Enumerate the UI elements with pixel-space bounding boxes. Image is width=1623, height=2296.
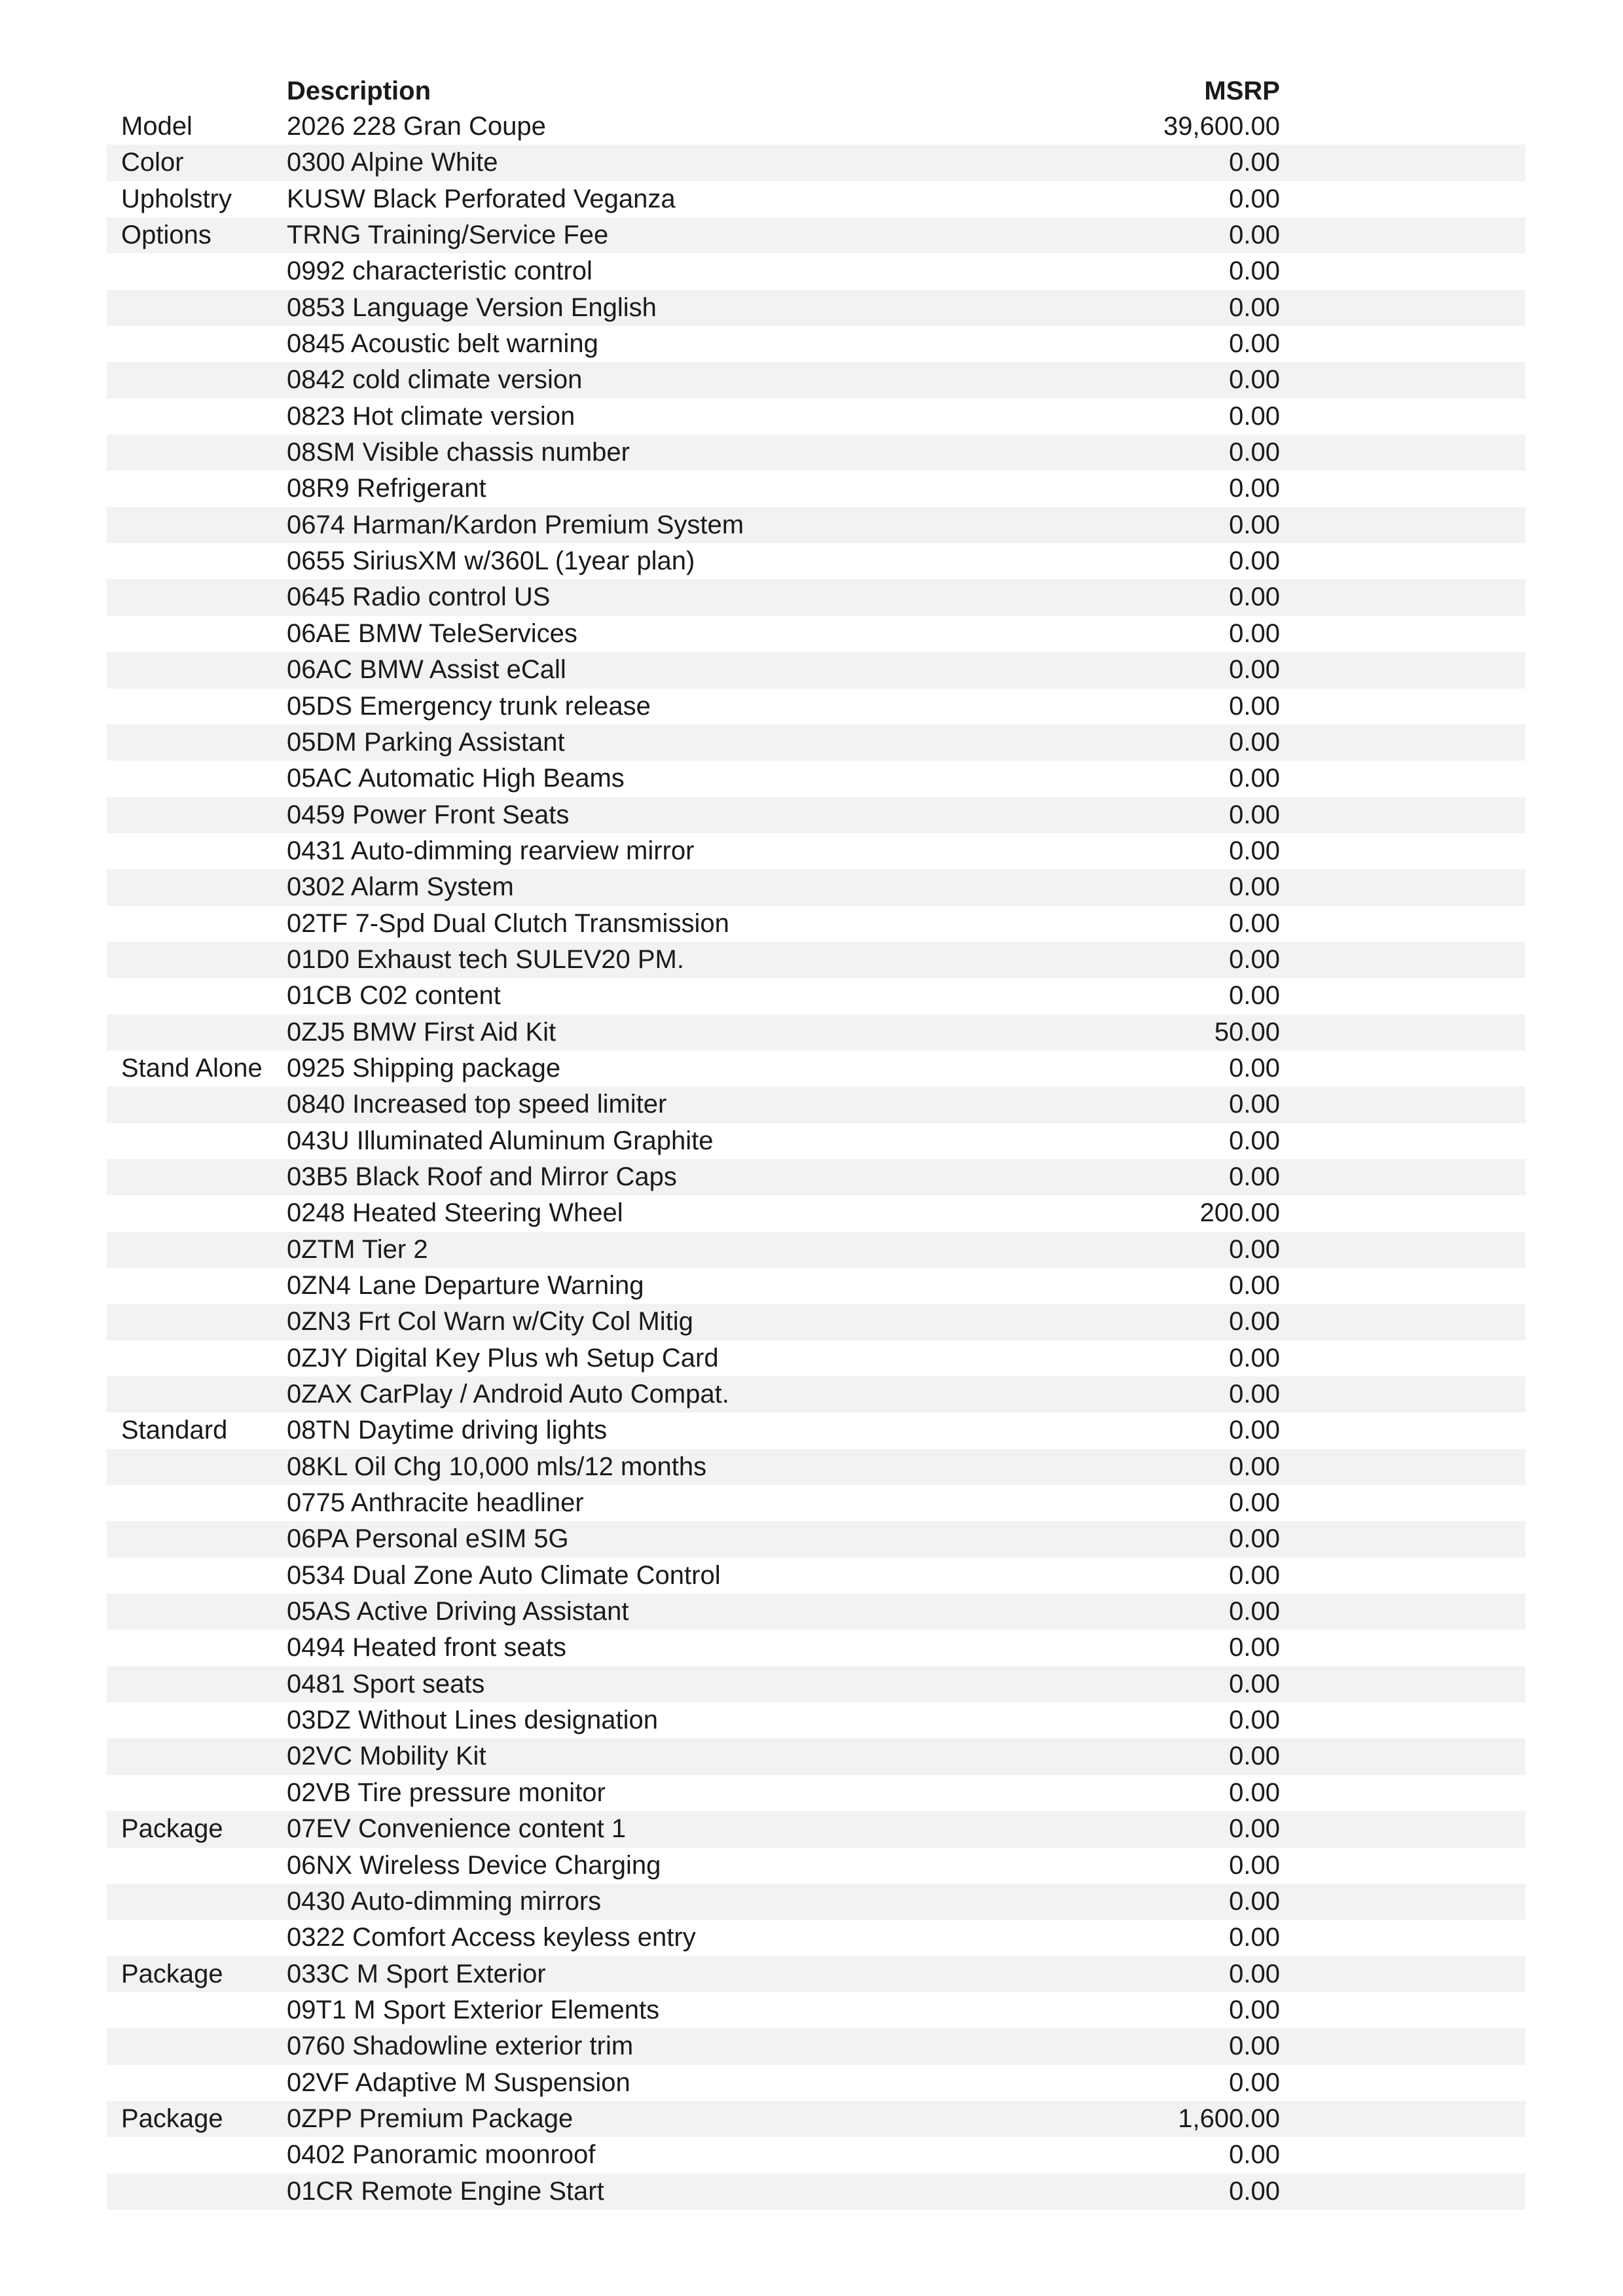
table-row <box>107 253 1525 289</box>
row-category: Upholstry <box>121 184 232 213</box>
row-msrp: 0.00 <box>1229 1778 1280 1807</box>
row-msrp: 0.00 <box>1229 1488 1280 1518</box>
table-row <box>107 1086 1525 1122</box>
table-row <box>107 1050 1525 1086</box>
table-row <box>107 507 1525 543</box>
row-category: Package <box>121 1814 223 1844</box>
row-description: 0645 Radio control US <box>287 583 551 612</box>
table-row <box>107 725 1525 761</box>
row-msrp: 0.00 <box>1229 329 1280 359</box>
row-msrp: 0.00 <box>1229 583 1280 612</box>
table-row <box>107 2137 1525 2173</box>
row-msrp: 0.00 <box>1229 1669 1280 1698</box>
row-description: 0674 Harman/Kardon Premium System <box>287 510 744 539</box>
table-row <box>107 978 1525 1014</box>
row-description: 0853 Language Version English <box>287 293 657 322</box>
table-row <box>107 652 1525 688</box>
table-row <box>107 1521 1525 1557</box>
table-row <box>107 362 1525 398</box>
row-category: Options <box>121 221 211 250</box>
table-row <box>107 543 1525 579</box>
row-msrp: 0.00 <box>1229 221 1280 250</box>
table-row <box>107 1666 1525 1702</box>
table-row <box>107 2101 1525 2137</box>
row-description: 08TN Daytime driving lights <box>287 1416 608 1445</box>
row-msrp: 0.00 <box>1229 401 1280 431</box>
table-row <box>107 906 1525 942</box>
row-msrp: 0.00 <box>1229 474 1280 503</box>
row-description: 0ZPP Premium Package <box>287 2104 574 2133</box>
table-row <box>107 761 1525 797</box>
table-row <box>107 2028 1525 2064</box>
row-msrp: 0.00 <box>1229 510 1280 539</box>
row-description: 0775 Anthracite headliner <box>287 1488 584 1518</box>
table-row <box>107 689 1525 725</box>
row-description: 05AS Active Driving Assistant <box>287 1597 629 1626</box>
row-description: 0322 Comfort Access keyless entry <box>287 1923 696 1952</box>
table-row <box>107 869 1525 905</box>
row-msrp: 0.00 <box>1229 2032 1280 2061</box>
row-description: 06AE BMW TeleServices <box>287 619 577 648</box>
table-row <box>107 833 1525 869</box>
table-row <box>107 1304 1525 1340</box>
table-row <box>107 1449 1525 1485</box>
table-row <box>107 1775 1525 1811</box>
row-description: 01CB C02 content <box>287 981 501 1011</box>
row-msrp: 0.00 <box>1229 619 1280 648</box>
table-row <box>107 1268 1525 1304</box>
table-row <box>107 181 1525 217</box>
table-row <box>107 471 1525 507</box>
row-description: 05AC Automatic High Beams <box>287 764 625 793</box>
row-msrp: 0.00 <box>1229 1271 1280 1300</box>
row-description: 0459 Power Front Seats <box>287 800 570 829</box>
row-description: 03DZ Without Lines designation <box>287 1706 658 1735</box>
table-row <box>107 1956 1525 1992</box>
table-row <box>107 1412 1525 1448</box>
row-description: 06PA Personal eSIM 5G <box>287 1524 569 1554</box>
row-description: 06NX Wireless Device Charging <box>287 1850 661 1880</box>
row-description: 2026 228 Gran Coupe <box>287 112 546 141</box>
table-row <box>107 1848 1525 1884</box>
table-row <box>107 1558 1525 1594</box>
table-row <box>107 1232 1525 1268</box>
row-msrp: 0.00 <box>1229 836 1280 865</box>
row-description: 02VF Adaptive M Suspension <box>287 2068 630 2097</box>
row-description: KUSW Black Perforated Veganza <box>287 184 676 213</box>
row-category: Package <box>121 2104 223 2133</box>
row-description: 0992 characteristic control <box>287 257 593 286</box>
row-description: 0431 Auto-dimming rearview mirror <box>287 836 695 865</box>
row-msrp: 0.00 <box>1229 1380 1280 1409</box>
table-row <box>107 579 1525 615</box>
table-row <box>107 1992 1525 2028</box>
table-row <box>107 399 1525 435</box>
row-msrp: 0.00 <box>1229 1234 1280 1264</box>
row-msrp: 0.00 <box>1229 2140 1280 2170</box>
row-msrp: 0.00 <box>1229 1742 1280 1771</box>
table-row <box>107 1920 1525 1956</box>
row-description: 05DS Emergency trunk release <box>287 691 651 721</box>
row-description: 03B5 Black Roof and Mirror Caps <box>287 1162 677 1191</box>
row-msrp: 0.00 <box>1229 764 1280 793</box>
table-row <box>107 616 1525 652</box>
row-msrp: 200.00 <box>1199 1198 1280 1228</box>
row-description: 033C M Sport Exterior <box>287 1959 546 1988</box>
row-description: 043U Illuminated Aluminum Graphite <box>287 1126 714 1155</box>
row-msrp: 0.00 <box>1229 1850 1280 1880</box>
row-msrp: 0.00 <box>1229 1090 1280 1119</box>
row-msrp: 0.00 <box>1229 1343 1280 1372</box>
table-row <box>107 1738 1525 1774</box>
row-msrp: 0.00 <box>1229 1307 1280 1336</box>
row-category: Color <box>121 148 184 177</box>
row-description: 0481 Sport seats <box>287 1669 485 1698</box>
row-category: Standard <box>121 1416 228 1445</box>
row-description: 0760 Shadowline exterior trim <box>287 2032 634 2061</box>
table-row <box>107 1195 1525 1231</box>
row-msrp: 0.00 <box>1229 148 1280 177</box>
table-header <box>107 73 1525 109</box>
row-msrp: 0.00 <box>1229 1923 1280 1952</box>
row-msrp: 0.00 <box>1229 1416 1280 1445</box>
table-row <box>107 109 1525 145</box>
table-row <box>107 1014 1525 1050</box>
row-msrp: 50.00 <box>1214 1017 1280 1047</box>
table-row <box>107 1159 1525 1195</box>
row-msrp: 0.00 <box>1229 908 1280 938</box>
row-description: 09T1 M Sport Exterior Elements <box>287 1995 660 2024</box>
table-row <box>107 217 1525 253</box>
row-description: 0ZTM Tier 2 <box>287 1234 428 1264</box>
row-description: 08SM Visible chassis number <box>287 438 630 467</box>
row-msrp: 0.00 <box>1229 727 1280 757</box>
row-description: 08KL Oil Chg 10,000 mls/12 months <box>287 1452 707 1481</box>
msrp-column-header: MSRP <box>1204 77 1280 105</box>
table-row <box>107 290 1525 326</box>
row-msrp: 0.00 <box>1229 1959 1280 1988</box>
row-msrp: 1,600.00 <box>1178 2104 1280 2133</box>
table-row <box>107 2174 1525 2210</box>
row-description: 0302 Alarm System <box>287 872 514 902</box>
row-msrp: 0.00 <box>1229 438 1280 467</box>
row-msrp: 0.00 <box>1229 872 1280 902</box>
row-msrp: 0.00 <box>1229 944 1280 974</box>
table-row <box>107 1702 1525 1738</box>
row-msrp: 0.00 <box>1229 800 1280 829</box>
msrp-sheet <box>107 73 1525 2210</box>
row-description: 07EV Convenience content 1 <box>287 1814 627 1844</box>
row-msrp: 0.00 <box>1229 1560 1280 1590</box>
row-msrp: 0.00 <box>1229 691 1280 721</box>
row-description: 02VB Tire pressure monitor <box>287 1778 606 1807</box>
row-description: 08R9 Refrigerant <box>287 474 486 503</box>
table-row <box>107 942 1525 978</box>
row-msrp: 0.00 <box>1229 1886 1280 1916</box>
row-msrp: 0.00 <box>1229 981 1280 1011</box>
row-description: 0430 Auto-dimming mirrors <box>287 1886 602 1916</box>
row-description: TRNG Training/Service Fee <box>287 221 609 250</box>
row-msrp: 0.00 <box>1229 655 1280 685</box>
row-msrp: 0.00 <box>1229 1126 1280 1155</box>
table-row <box>107 797 1525 833</box>
row-description: 0655 SiriusXM w/360L (1year plan) <box>287 547 695 576</box>
row-description: 0534 Dual Zone Auto Climate Control <box>287 1560 721 1590</box>
table-row <box>107 326 1525 362</box>
row-msrp: 0.00 <box>1229 547 1280 576</box>
row-msrp: 0.00 <box>1229 1814 1280 1844</box>
row-description: 06AC BMW Assist eCall <box>287 655 566 685</box>
row-description: 0ZAX CarPlay / Android Auto Compat. <box>287 1380 729 1409</box>
row-description: 01CR Remote Engine Start <box>287 2176 604 2206</box>
row-description: 0494 Heated front seats <box>287 1633 566 1662</box>
row-msrp: 39,600.00 <box>1163 112 1280 141</box>
table-row <box>107 1376 1525 1412</box>
table-row <box>107 1811 1525 1847</box>
row-description: 0845 Acoustic belt warning <box>287 329 598 359</box>
row-description: 0ZJ5 BMW First Aid Kit <box>287 1017 556 1047</box>
row-description: 02TF 7-Spd Dual Clutch Transmission <box>287 908 729 938</box>
table-row <box>107 1123 1525 1159</box>
row-msrp: 0.00 <box>1229 1597 1280 1626</box>
table-row <box>107 1594 1525 1630</box>
row-msrp: 0.00 <box>1229 1053 1280 1083</box>
row-description: 0248 Heated Steering Wheel <box>287 1198 623 1228</box>
row-category: Stand Alone <box>121 1053 263 1083</box>
row-description: 0840 Increased top speed limiter <box>287 1090 667 1119</box>
row-msrp: 0.00 <box>1229 1706 1280 1735</box>
row-msrp: 0.00 <box>1229 293 1280 322</box>
description-column-header: Description <box>287 77 431 105</box>
table-row <box>107 435 1525 471</box>
row-msrp: 0.00 <box>1229 184 1280 213</box>
row-description: 0402 Panoramic moonroof <box>287 2140 596 2170</box>
row-msrp: 0.00 <box>1229 1633 1280 1662</box>
row-msrp: 0.00 <box>1229 365 1280 395</box>
row-description: 05DM Parking Assistant <box>287 727 565 757</box>
row-msrp: 0.00 <box>1229 1162 1280 1191</box>
row-category: Package <box>121 1959 223 1988</box>
row-description: 0842 cold climate version <box>287 365 583 395</box>
table-row <box>107 1485 1525 1521</box>
row-msrp: 0.00 <box>1229 2068 1280 2097</box>
row-description: 0823 Hot climate version <box>287 401 575 431</box>
row-msrp: 0.00 <box>1229 257 1280 286</box>
row-msrp: 0.00 <box>1229 1524 1280 1554</box>
table-row <box>107 145 1525 181</box>
row-msrp: 0.00 <box>1229 1452 1280 1481</box>
table-row <box>107 1630 1525 1666</box>
options-table-body <box>107 109 1525 2210</box>
table-row <box>107 2065 1525 2101</box>
row-description: 0925 Shipping package <box>287 1053 561 1083</box>
table-row <box>107 1340 1525 1376</box>
row-category: Model <box>121 112 192 141</box>
row-description: 02VC Mobility Kit <box>287 1742 486 1771</box>
table-row <box>107 1884 1525 1920</box>
row-description: 0300 Alpine White <box>287 148 498 177</box>
row-description: 01D0 Exhaust tech SULEV20 PM. <box>287 944 684 974</box>
row-msrp: 0.00 <box>1229 2176 1280 2206</box>
row-description: 0ZJY Digital Key Plus wh Setup Card <box>287 1343 719 1372</box>
row-msrp: 0.00 <box>1229 1995 1280 2024</box>
row-description: 0ZN4 Lane Departure Warning <box>287 1271 644 1300</box>
row-description: 0ZN3 Frt Col Warn w/City Col Mitig <box>287 1307 693 1336</box>
